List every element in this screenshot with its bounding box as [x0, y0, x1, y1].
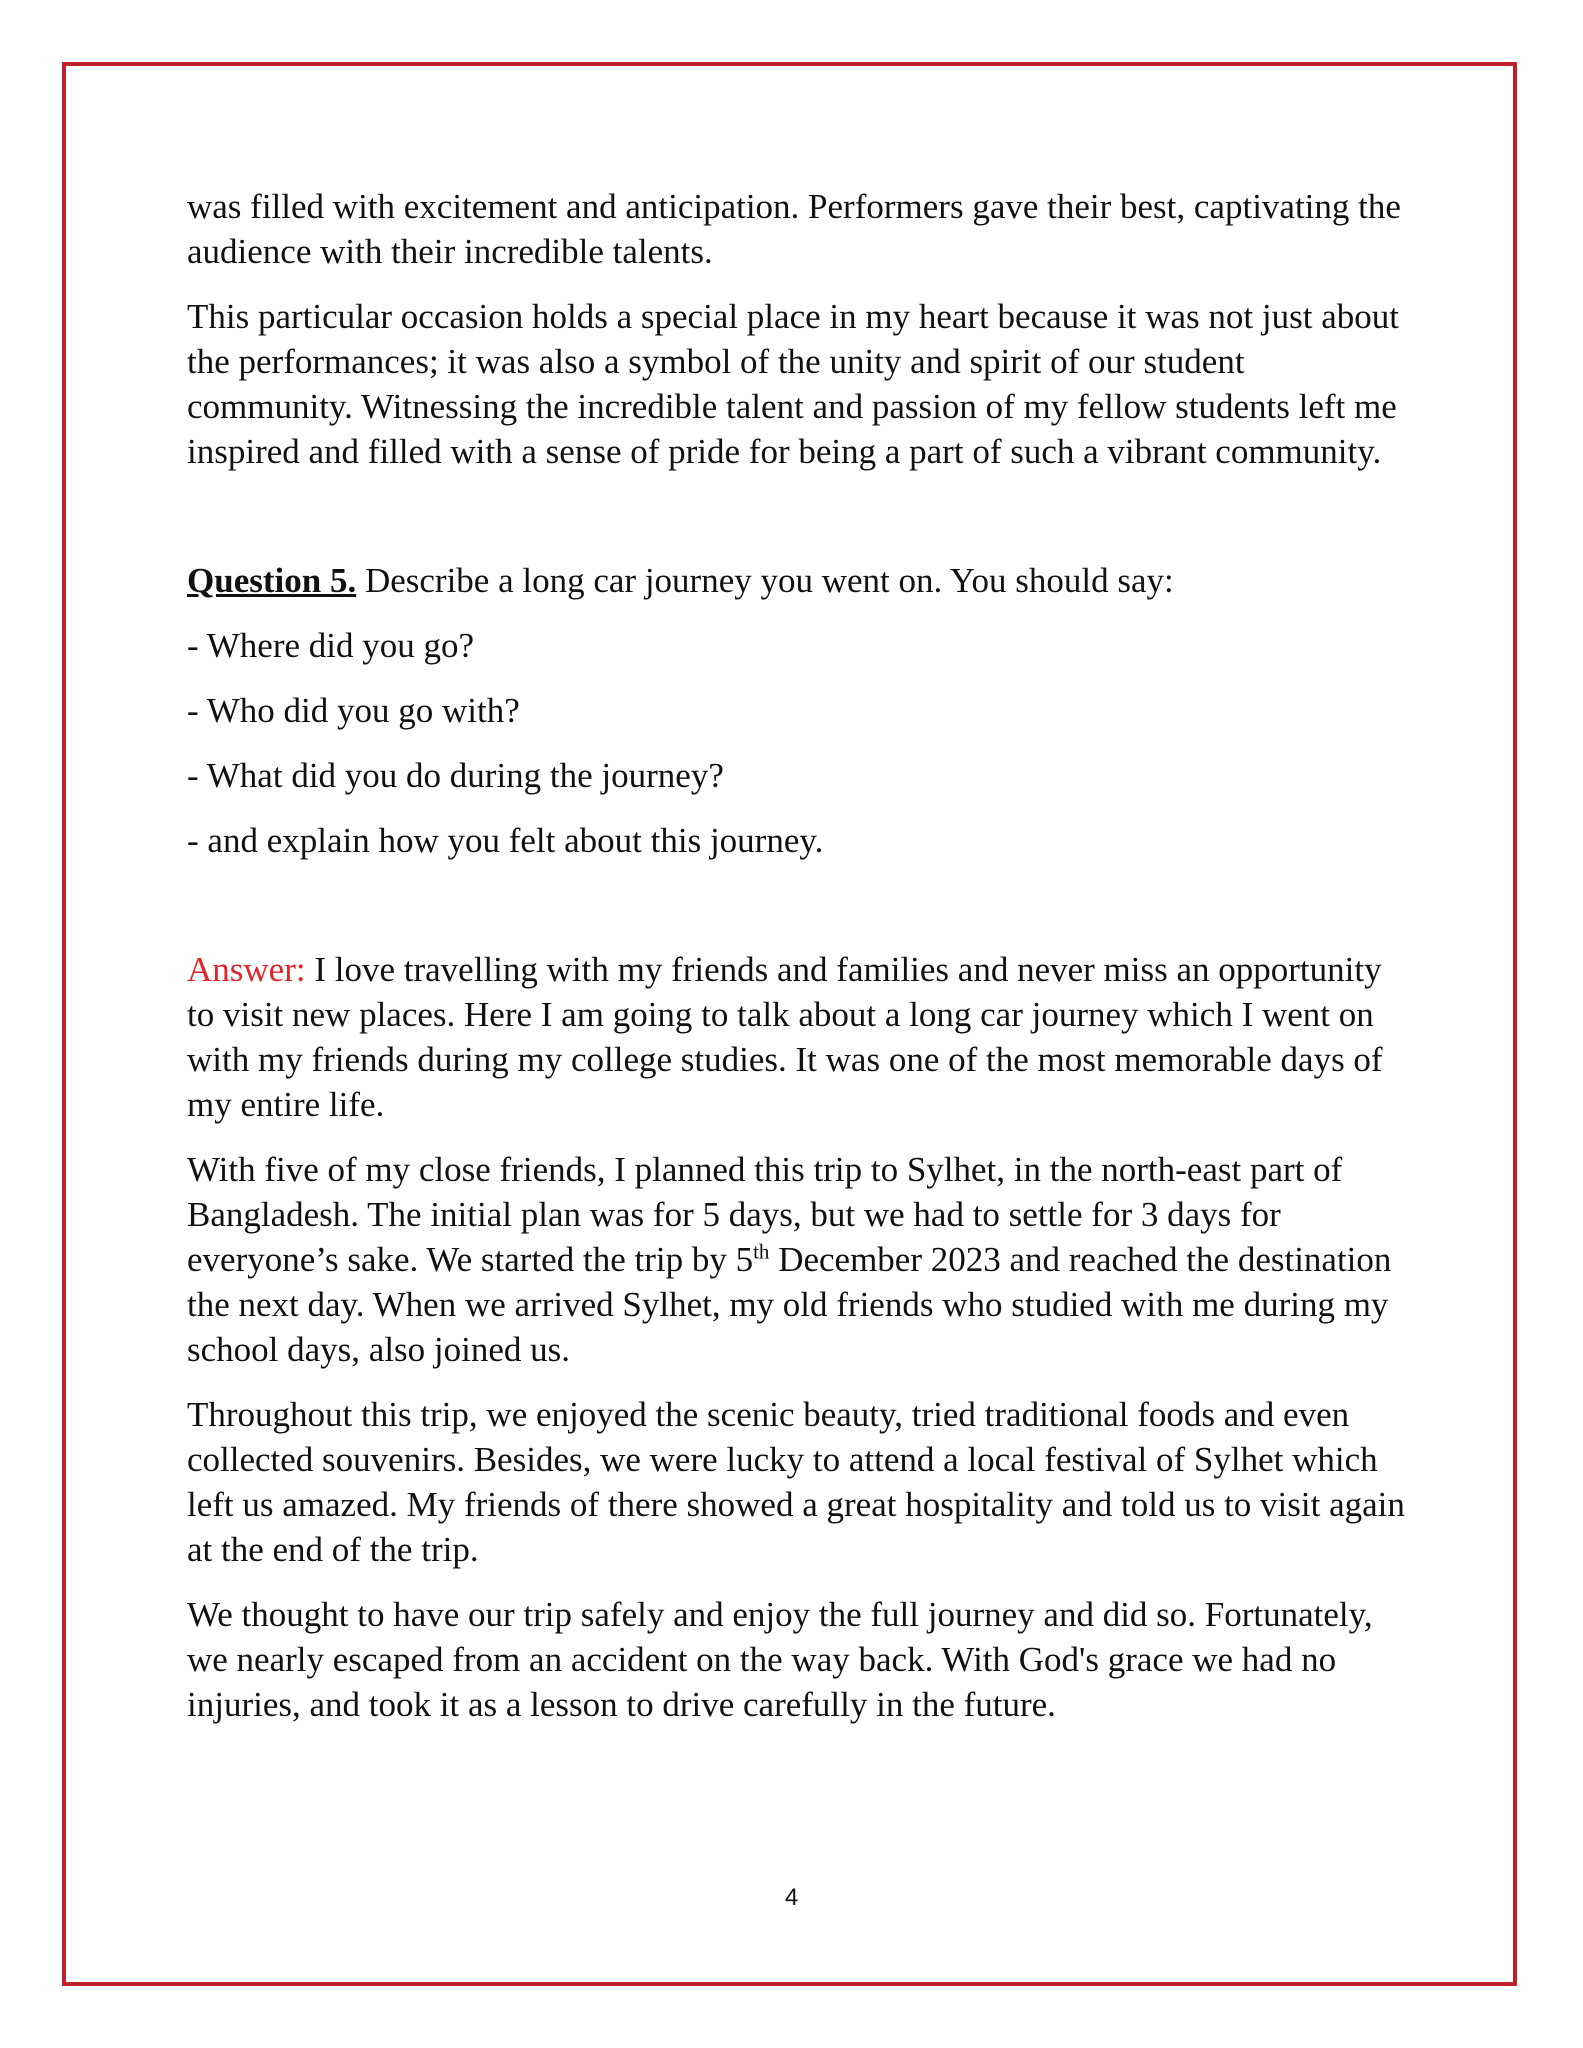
answer-paragraph-1 [187, 947, 1412, 1127]
section-spacer [187, 883, 1412, 947]
question-bullet-4: - and explain how you felt about this journey. [187, 821, 824, 860]
section-spacer [187, 494, 1412, 558]
question-bullet-1: - Where did you go? [187, 626, 475, 665]
page-number: 4 [784, 1884, 799, 1911]
answer-paragraph-2-part-b: December 2023 and reached the destination the next day. When we arrived Sylhet, my old friends who studied with me during my school days, also joined us. [187, 1240, 1392, 1369]
question-heading [187, 558, 1412, 603]
question-bullet-2: - Who did you go with? [187, 691, 520, 730]
question-label: Question 5. [187, 561, 357, 600]
answer-paragraph-4: We thought to have our trip safely and enjoy the full journey and did so. Fortunately, we nearly escaped from an accident on the way back. With God's grace we had no injuries, and took it as a lesson to drive carefully in the future. [187, 1595, 1373, 1724]
answer-paragraph-2 [187, 1147, 1412, 1372]
page-content [187, 184, 1412, 1747]
continuation-paragraph-2: This particular occasion holds a special place in my heart because it was not just about the performances; it was also a symbol of the unity and spirit of our student community. Witnessing the incredible talent and passion of my fellow students left me inspired and filled with a sense of pride for being a part of such a vibrant community. [187, 297, 1399, 471]
answer-paragraph-1-text: I love travelling with my friends and families and never miss an opportunity to visit new places. Here I am going to talk about a long car journey which I went on with my friends during my college studies. It was one of the most memorable days of my entire life. [187, 950, 1383, 1124]
answer-paragraph-2-part-a: With five of my close friends, I planned this trip to Sylhet, in the north-east part of Bangladesh. The initial plan was for 5 days, but we had to settle for 3 days for everyone’s sake. We started the trip by 5 [187, 1150, 1343, 1279]
ordinal-superscript: th [753, 1239, 770, 1264]
answer-paragraph-3: Throughout this trip, we enjoyed the scenic beauty, tried traditional foods and even collected souvenirs. Besides, we were lucky to attend a local festival of Sylhet which left us amazed. My friends of there showed a great hospitality and told us to visit again at the end of the trip. [187, 1395, 1405, 1569]
continuation-paragraph-1: was filled with excitement and anticipation. Performers gave their best, captivating the audience with their incredible talents. [187, 187, 1401, 271]
question-bullet-3: - What did you do during the journey? [187, 756, 724, 795]
question-text: Describe a long car journey you went on. You should say: [356, 561, 1174, 600]
answer-label: Answer: [187, 950, 306, 989]
